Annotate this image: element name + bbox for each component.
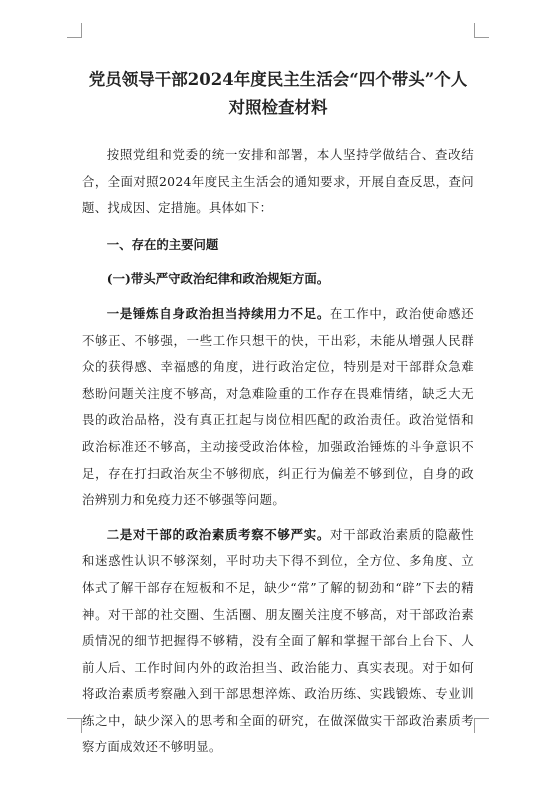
document-title (82, 66, 474, 122)
subsection-heading: (一)带头严守政治纪律和政治规矩方面。 (106, 271, 330, 287)
title-line-1: 党员领导干部2024年度民主生活会“四个带头”个人 (88, 70, 468, 89)
crop-mark-top-left (67, 23, 82, 38)
point-two-lead: 二是对干部的政治素质考察不够严实。 (106, 526, 330, 542)
document-body (82, 142, 474, 761)
point-two-paragraph (82, 522, 474, 761)
point-one-paragraph (82, 301, 474, 514)
section-heading: 一、存在的主要问题 (106, 236, 219, 252)
crop-mark-top-right (474, 23, 489, 38)
intro-paragraph: 按照党组和党委的统一安排和部署，本人坚持学做结合、查改结合，全面对照2024年度民主生活会的通知要求，开展自查反思，查问题、找成因、定措施。具体如下： (82, 147, 474, 216)
point-one-lead: 一是锤炼自身政治担当持续用力不足。 (106, 305, 330, 321)
title-line-2: 对照检查材料 (228, 98, 328, 117)
point-one-text: 在工作中，政治使命感还不够正、不够强，一些工作只想干的快，干出彩，未能从增强人民群众的获得感、幸福感的角度，进行政治定位，特别是对干部群众急难愁盼问题关注度不够高，对急难险重的工作存在畏难情绪，缺乏大无畏的政治品格，没有真正扛起与岗位相匹配的政治责任。政治觉悟和政治标准还不够高，主动接受政治体检，加强政治锤炼的斗争意识不足，存在打扫政治灰尘不够彻底，纠正行为偏差不够到位，自身的政治辨别力和免疫力还不够强等问题。 (82, 305, 474, 508)
point-two-text: 对干部政治素质的隐蔽性和迷惑性认识不够深刻，平时功夫下得不到位，全方位、多角度、立体式了解干部存在短板和不足，缺少“常”了解的韧劲和“辟”下去的精神。对干部的社交圈、生活圈、朋友圈关注度不够高，对干部政治素质情况的细节把握得不够精，没有全面了解和掌握干部台上台下、人前人后、工作时间内外的政治担当、政治能力、真实表现。对于如何将政治素质考察融入到干部思想淬炼、政治历练、实践锻炼、专业训练之中，缺少深入的思考和全面的研究，在做深做实干部政治素质考察方面成效还不够明显。 (82, 526, 474, 755)
document-content (82, 66, 474, 761)
crop-mark-bottom-right (474, 718, 489, 733)
crop-mark-bottom-left (67, 718, 82, 733)
